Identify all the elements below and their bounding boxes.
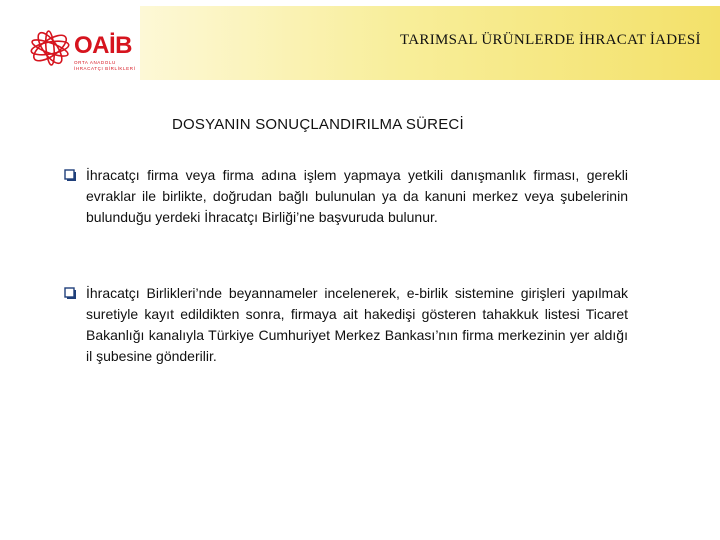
logo	[22, 18, 142, 98]
bullet-text: İhracatçı Birlikleri’nde beyannameler incelenerek, e-birlik sistemine girişleri yapılmak suretiyle kayıt edildikten sonra, firmaya ait hakedişi gösteren tahakkuk listesi Ticaret Bakanlığı kanalıyla Türkiye Cumhuriyet Merkez Bankası’nın firma merkezinin yer aldığı il şubesine gönderilir.	[86, 285, 628, 364]
bullet-item	[64, 165, 628, 228]
bullet-item	[64, 283, 628, 367]
page-header-title: TARIMSAL ÜRÜNLERDE İHRACAT İADESİ	[400, 32, 701, 48]
section-title: DOSYANIN SONUÇLANDIRILMA SÜRECİ	[172, 116, 464, 133]
logo-brand-text: OAİB	[74, 32, 132, 59]
globe-swirl-icon	[28, 26, 72, 70]
logo-subtitle: ORTA ANADOLU İHRACATÇI BİRLİKLERİ	[74, 60, 136, 71]
bullet-text: İhracatçı firma veya firma adına işlem yapmaya yetkili danışmanlık firması, gerekli evraklar ile birlikte, doğrudan bağlı bulunulan ya da kanuni merkez veya şubelerinin bulunduğu yerdeki İhracatçı Birliği’ne başvuruda bulunur.	[86, 167, 628, 225]
hollow-square-bullet-icon	[64, 287, 76, 299]
hollow-square-bullet-icon	[64, 169, 76, 181]
